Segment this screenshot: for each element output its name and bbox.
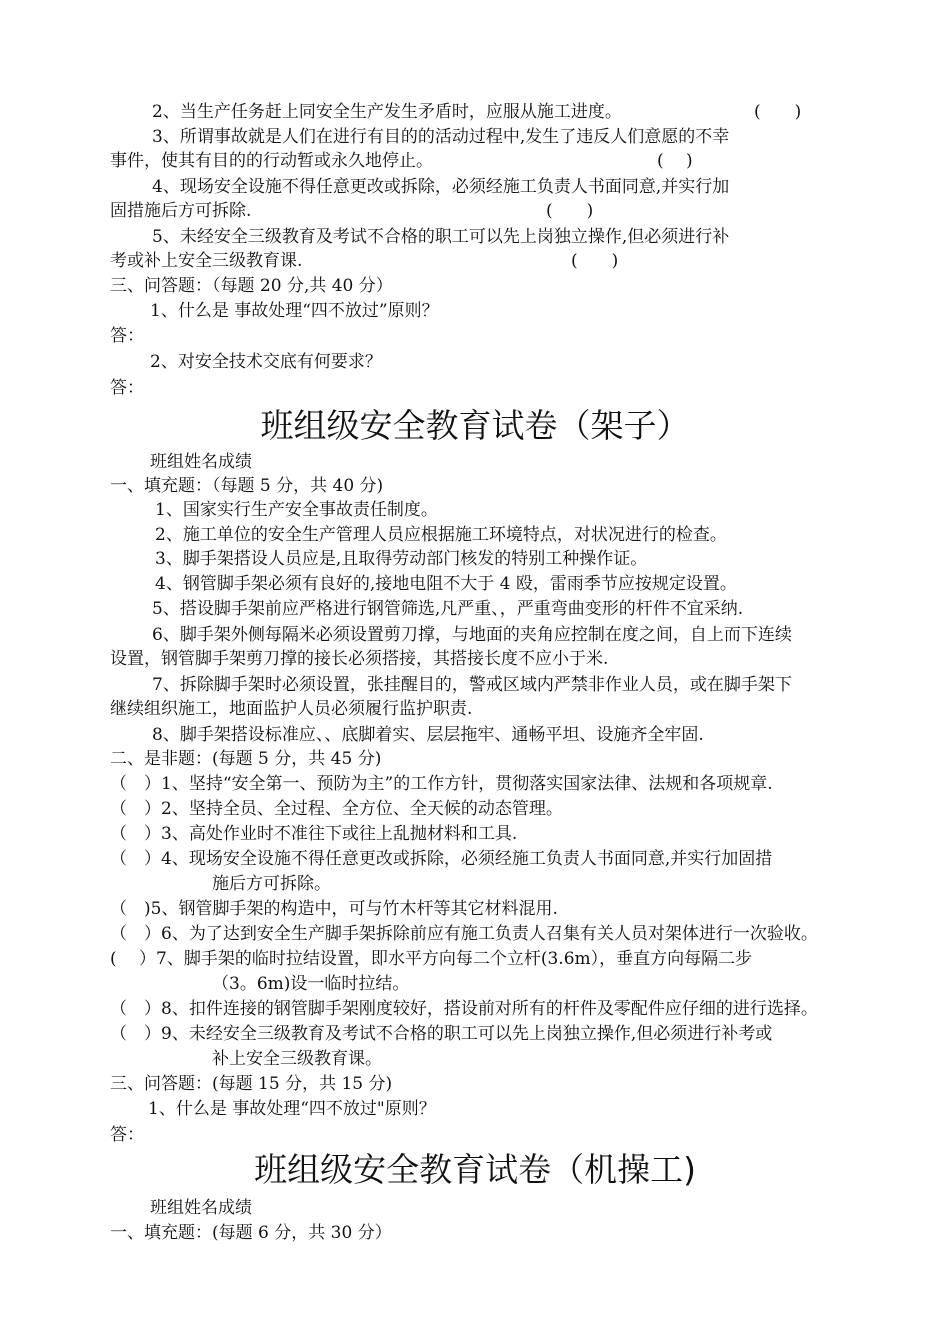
answer-label: 答： [110,1125,144,1145]
answer-label: 答： [110,378,144,398]
tf-item-4-line1: 4、现场安全设施不得任意更改或拆除，必须经施工负责人书面同意,并实行加 [152,177,730,197]
tf-item-7-line2: （3。6m)设一临时拉结。 [212,974,410,994]
tf-item-5: （ )5、钢管脚手架的构造中，可与竹木杆等其它材料混用. [110,899,558,919]
tf-item-4-line2: 固措施后方可拆除. [110,201,252,221]
answer-bracket: ( ) [657,151,693,171]
fill-heading: 一、填充题：(每题 6 分，共 30 分） [110,1223,392,1243]
question-1: 1、什么是 事故处理“四不放过”原则？ [150,301,439,321]
tf-item-9-line1: （ ）9、未经安全三级教育及考试不合格的职工可以先上岗独立操作,但必须进行补考或 [110,1024,773,1044]
fill-item-2: 2、施工单位的安全生产管理人员应根据施工环境特点，对状况进行的检查。 [155,525,727,545]
question-2: 2、对安全技术交底有何要求？ [150,352,382,372]
tf-item-5-line1: 5、未经安全三级教育及考试不合格的职工可以先上岗独立操作,但必须进行补 [152,227,730,247]
tf-item-4-line1: （ ）4、现场安全设施不得任意更改或拆除，必须经施工负责人书面同意,并实行加固措 [110,849,773,869]
qa-heading: 三、问答题：(每题 15 分，共 15 分) [110,1074,393,1094]
answer-bracket: ( ) [754,102,802,122]
tf-item-3-line1: 3、所谓事故就是人们在进行有目的的活动过程中,发生了违反人们意愿的不幸 [152,127,730,147]
fill-item-4: 4、钢管脚手架必须有良好的,接地电阻不大于 4 殴，雷雨季节应按规定设置。 [155,574,737,594]
tf-item-7-line1: ( ）7、脚手架的临时拉结设置，即水平方向每二个立杆(3.6m），垂直方向每隔二步 [110,949,753,969]
exam-meta-fields: 班组姓名成绩 [150,452,252,472]
tf-item-1: （ ）1、坚持“安全第一、预防为主”的工作方针，贯彻落实国家法律、法规和各项规章. [110,774,773,794]
fill-item-7-line1: 7、拆除脚手架时必须设置，张挂醒目的，警戒区域内严禁非作业人员，或在脚手架下 [152,675,792,695]
tf-heading: 二、是非题：(每题 5 分，共 45 分) [110,749,382,769]
tf-item-4-line2: 施后方可拆除。 [212,874,331,894]
tf-item-9-line2: 补上安全三级教育课。 [212,1049,382,1069]
fill-item-3: 3、脚手架搭设人员应是,且取得劳动部门核发的特别工种操作证。 [155,549,648,569]
answer-bracket: ( ) [546,201,594,221]
tf-item-2: （ ）2、坚持全员、全过程、全方位、全天候的动态管理。 [110,799,563,819]
exam-meta-fields: 班组姓名成绩 [150,1198,252,1218]
qa-heading: 三、问答题：（每题 20 分,共 40 分） [110,276,393,296]
section-title-machine: 班组级安全教育试卷（机操工) [254,1150,696,1189]
fill-item-5: 5、搭设脚手架前应严格进行钢管筛选,凡严重、，严重弯曲变形的杆件不宜采纳. [152,599,744,619]
tf-item-3: （ ）3、高处作业时不准往下或往上乱抛材料和工具. [110,824,518,844]
tf-item-6: （ ）6、为了达到安全生产脚手架拆除前应有施工负责人召集有关人员对架体进行一次验收。 [110,924,818,944]
fill-item-1: 1、国家实行生产安全事故责任制度。 [155,500,438,520]
fill-item-6-line1: 6、脚手架外侧每隔米必须设置剪刀撑，与地面的夹角应控制在度之间，自上而下连续 [152,625,792,645]
answer-label: 答： [110,326,144,346]
fill-item-6-line2: 设置，钢管脚手架剪刀撑的接长必须搭接，其搭接长度不应小于米. [110,649,609,669]
question-1: 1、什么是 事故处理“四不放过"原则？ [148,1099,436,1119]
tf-item-2: 2、当生产任务赶上同安全生产发生矛盾时，应服从施工进度。 [152,102,622,122]
fill-item-7-line2: 继续组织施工，地面监护人员必须履行监护职责. [110,699,473,719]
answer-bracket: ( ) [571,251,619,271]
fill-item-8: 8、脚手架搭设标准应、、底脚着实、层层拖牢、通畅平坦、设施齐全牢固. [152,725,704,745]
tf-item-3-line2: 事件，使其有目的的行动暂或永久地停止。 [110,151,433,171]
tf-item-8: （ ）8、扣件连接的钢管脚手架刚度较好，搭设前对所有的杆件及零配件应仔细的进行选择。 [110,999,818,1019]
section-title-scaffold: 班组级安全教育试卷（架子） [260,406,690,445]
tf-item-5-line2: 考或补上安全三级教育课. [110,251,303,271]
fill-heading: 一、填充题：（每题 5 分，共 40 分) [110,476,384,496]
